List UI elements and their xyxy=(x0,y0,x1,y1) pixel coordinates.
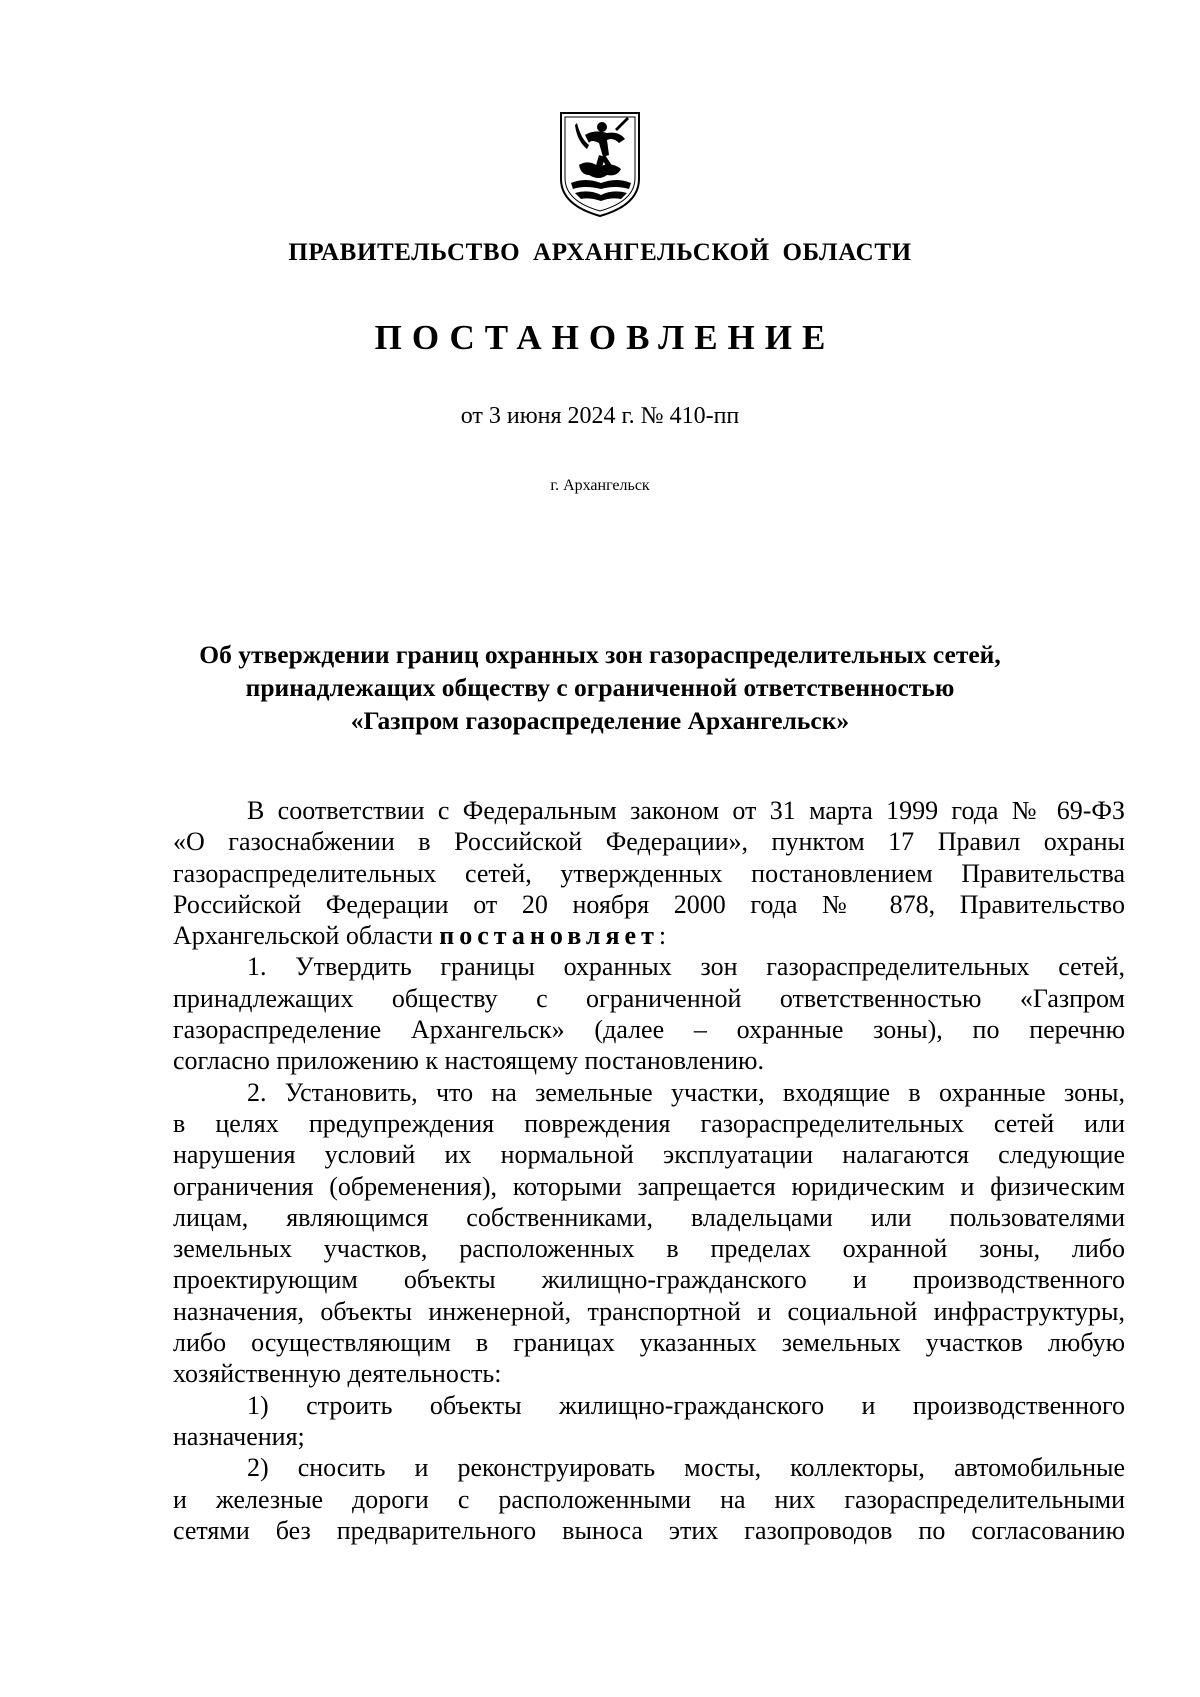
text-line: назначения; xyxy=(173,1421,305,1451)
text-line: «О газоснабжении в Российской Федерации», пунктом 17 Правил охраны xyxy=(173,827,1125,857)
text-line xyxy=(99,920,1125,951)
text-line: 2. Установить, что на земельные участки, входящие в охранные зоны, xyxy=(247,1077,1125,1107)
document-body xyxy=(173,795,1125,1546)
clause-2-paragraph xyxy=(173,1077,1125,1390)
text-fragment: Архангельской области xyxy=(173,921,440,951)
government-name: ПРАВИТЕЛЬСТВО АРХАНГЕЛЬСКОЙ ОБЛАСТИ xyxy=(288,239,912,266)
text-line: ограничения (обременения), которыми запрещается юридическим и физическим xyxy=(173,1171,1125,1201)
coat-of-arms-icon xyxy=(555,109,645,219)
subclause-2-paragraph xyxy=(173,1452,1125,1546)
text-line: назначения, объекты инженерной, транспортной и социальной инфраструктуры, xyxy=(173,1296,1125,1326)
clause-1-paragraph xyxy=(173,951,1125,1076)
text-line: земельных участков, расположенных в пределах охранной зоны, либо xyxy=(173,1234,1125,1264)
text-line: сетями без предварительного выноса этих газопроводов по согласованию xyxy=(173,1515,1125,1545)
text-line: газораспределение Архангельск» (далее – охранные зоны), по перечню xyxy=(173,1015,1125,1045)
text-line: нарушения условий их нормальной эксплуатации налагаются следующие xyxy=(173,1140,1125,1170)
text-line: лицам, являющимся собственниками, владельцами или пользователями xyxy=(173,1202,1125,1232)
text-line: В соответствии с Федеральным законом от 31 марта 1999 года № 69-ФЗ xyxy=(247,796,1125,825)
text-line: проектирующим объекты жилищно-гражданского и производственного xyxy=(173,1265,1125,1295)
subject-line: Об утверждении границ охранных зон газораспределительных сетей, xyxy=(199,640,1001,669)
subject-line: принадлежащих обществу с ограниченной ответственностью xyxy=(245,673,955,702)
text-line: газораспределительных сетей, утвержденных постановлением Правительства xyxy=(173,858,1125,888)
document-date-number: от 3 июня 2024 г. № 410-пп xyxy=(460,403,740,429)
text-fragment: : xyxy=(658,921,667,951)
text-line: Российской Федерации от 20 ноября 2000 года № 878, Правительство xyxy=(173,889,1125,919)
text-line: согласно приложению к настоящему постановлению. xyxy=(173,1046,764,1076)
text-line: 2) сносить и реконструировать мосты, коллекторы, автомобильные xyxy=(247,1453,1125,1483)
text-line: хозяйственную деятельность: xyxy=(173,1359,502,1389)
subclause-1-paragraph xyxy=(173,1390,1125,1453)
text-line: 1. Утвердить границы охранных зон газораспределительных сетей, xyxy=(247,952,1125,982)
text-line: и железные дороги с расположенными на них газораспределительными xyxy=(173,1484,1125,1514)
text-line: либо осуществляющим в границах указанных земельных участков любую xyxy=(173,1328,1125,1358)
text-line: 1) строить объекты жилищно-гражданского и производственного xyxy=(247,1390,1125,1420)
preamble-paragraph xyxy=(173,795,1125,951)
document-type-title: ПОСТАНОВЛЕНИЕ xyxy=(374,318,836,357)
text-line: принадлежащих обществу с ограниченной ответственностью «Газпром xyxy=(173,983,1125,1013)
decree-verb: постановляет xyxy=(439,921,659,951)
document-city: г. Архангельск xyxy=(550,477,650,494)
subject-line: «Газпром газораспределение Архангельск» xyxy=(350,706,850,735)
document-subject xyxy=(140,638,1060,737)
text-line: в целях предупреждения повреждения газораспределительных сетей или xyxy=(173,1108,1125,1138)
